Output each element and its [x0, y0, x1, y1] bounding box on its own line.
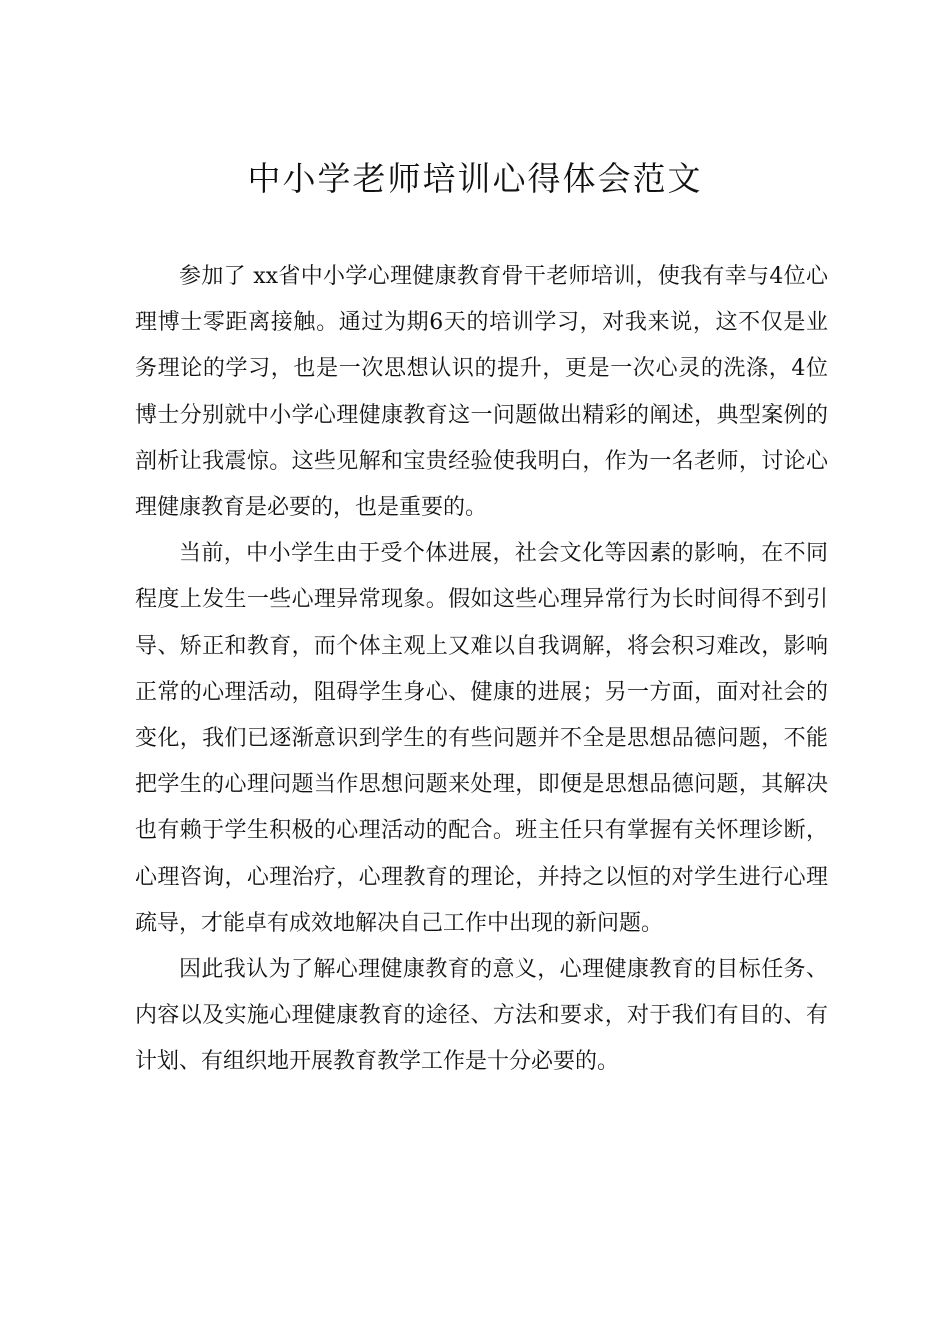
document-body — [135, 254, 828, 1086]
paragraph: 当前，中小学生由于受个体进展，社会文化等因素的影响，在不同程度上发生一些心理异常现象。假如这些心理异常行为长时间得不到引导、矫正和教育，而个体主观上又难以自我调解，将会积习难改，影响正常的心理活动，阻碍学生身心、健康的进展；另一方面，面对社会的变化，我们已逐渐意识到学生的有些问题并不全是思想品德问题，不能把学生的心理问题当作思想问题来处理，即便是思想品德问题，其解决也有赖于学生积极的心理活动的配合。班主任只有掌握有关怀理诊断，心理咨询，心理治疗，心理教育的理论，并持之以恒的对学生进行心理疏导，才能卓有成效地解决自己工作中出现的新问题。 — [135, 541, 828, 936]
document-title: 中小学老师培训心得体会范文 — [247, 159, 703, 198]
paragraph: 参加了 xx省中小学心理健康教育骨干老师培训，使我有幸与4位心理博士零距离接触。通过为期6天的培训学习，对我来说，这不仅是业务理论的学习，也是一次思想认识的提升，更是一次心灵的洗涤，4位博士分别就中小学心理健康教育这一问题做出精彩的阐述，典型案例的剖析让我震惊。这些见解和宝贵经验使我明白，作为一名老师，讨论心理健康教育是必要的，也是重要的。 — [135, 264, 828, 521]
paragraph: 因此我认为了解心理健康教育的意义，心理健康教育的目标任务、内容以及实施心理健康教育的途径、方法和要求，对于我们有目的、有计划、有组织地开展教育教学工作是十分必要的。 — [135, 957, 828, 1075]
